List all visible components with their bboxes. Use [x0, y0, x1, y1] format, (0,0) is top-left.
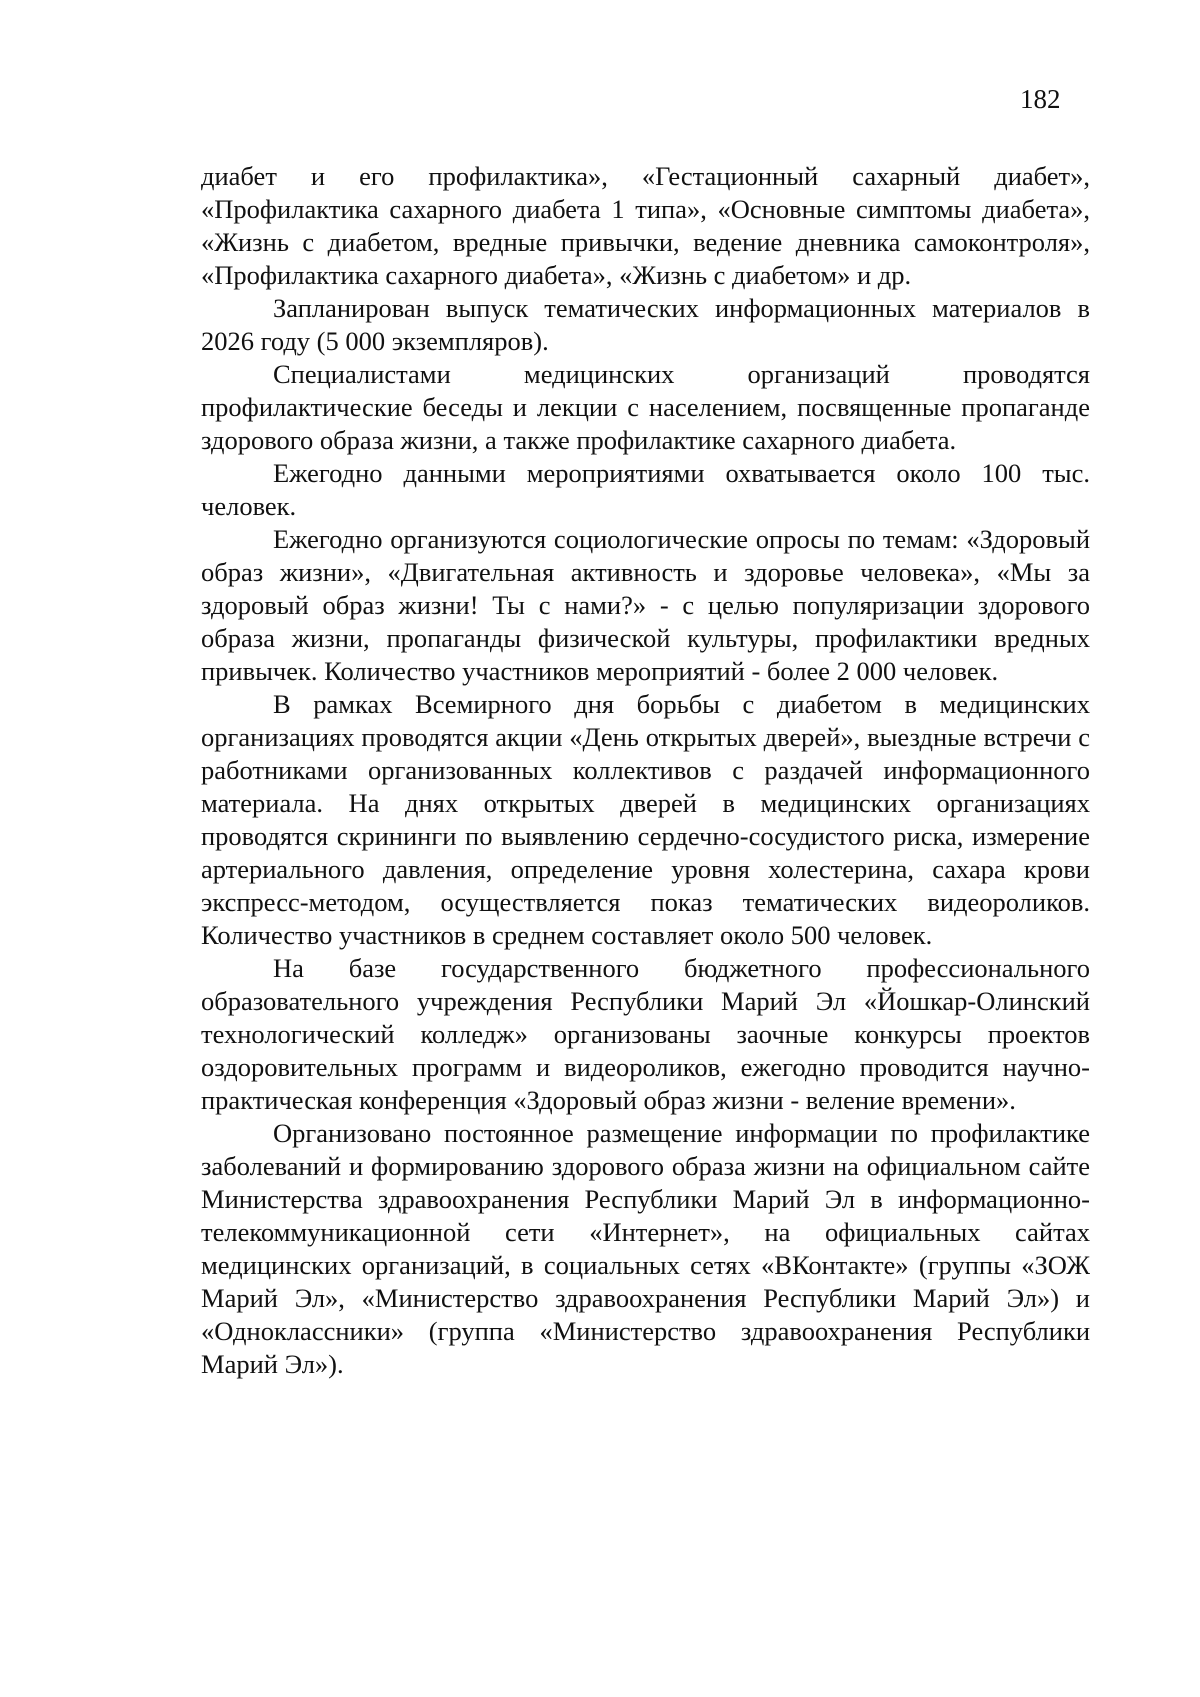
paragraph-coverage: Ежегодно данными мероприятиями охватывается около 100 тыс. человек. [201, 458, 1090, 521]
paragraph-world-diabetes-day: В рамках Всемирного дня борьбы с диабетом в медицинских организациях проводятся акции «День открытых дверей», выездные встречи с работниками организованных коллективов с раздачей информационного материала. На днях открытых дверей в медицинских организациях проводятся скрининги по выявлению сердечно-сосудистого риска, измерение артериального давления, определение уровня холестерина, сахара крови экспресс-методом, осуществляется показ тематических видеороликов. Количество участников в среднем составляет около 500 человек. [201, 689, 1090, 950]
paragraph-college: На базе государственного бюджетного профессионального образовательного учреждения Республики Марий Эл «Йошкар-Олинский технологический колледж» организованы заочные конкурсы проектов оздоровительных программ и видеороликов, ежегодно проводится научно-практическая конференция «Здоровый образ жизни - веление времени». [201, 953, 1090, 1115]
paragraph-materials: Запланирован выпуск тематических информационных материалов в 2026 году (5 000 экземпляров). [201, 293, 1090, 356]
paragraph-surveys: Ежегодно организуются социологические опросы по темам: «Здоровый образ жизни», «Двигательная активность и здоровье человека», «Мы за здоровый образ жизни! Ты с нами?» - с целью популяризации здорового образа жизни, пропаганды физической культуры, профилактики вредных привычек. Количество участников мероприятий - более 2 000 человек. [201, 524, 1090, 686]
paragraph-continuation: диабет и его профилактика», «Гестационный сахарный диабет», «Профилактика сахарного диабета 1 типа», «Основные симптомы диабета», «Жизнь с диабетом, вредные привычки, ведение дневника самоконтроля», «Профилактика сахарного диабета», «Жизнь с диабетом» и др. [201, 161, 1090, 290]
document-body [201, 160, 1090, 1381]
page-number: 182 [1020, 84, 1061, 114]
paragraph-specialists: Специалистами медицинских организаций проводятся профилактические беседы и лекции с населением, посвященные пропаганде здорового образа жизни, а также профилактике сахарного диабета. [201, 359, 1090, 455]
paragraph-online-info: Организовано постоянное размещение информации по профилактике заболеваний и формированию здорового образа жизни на официальном сайте Министерства здравоохранения Республики Марий Эл в информационно-телекоммуникационной сети «Интернет», на официальных сайтах медицинских организаций, в социальных сетях «ВКонтакте» (группы «ЗОЖ Марий Эл», «Министерство здравоохранения Республики Марий Эл») и «Одноклассники» (группа «Министерство здравоохранения Республики Марий Эл»). [201, 1118, 1090, 1379]
